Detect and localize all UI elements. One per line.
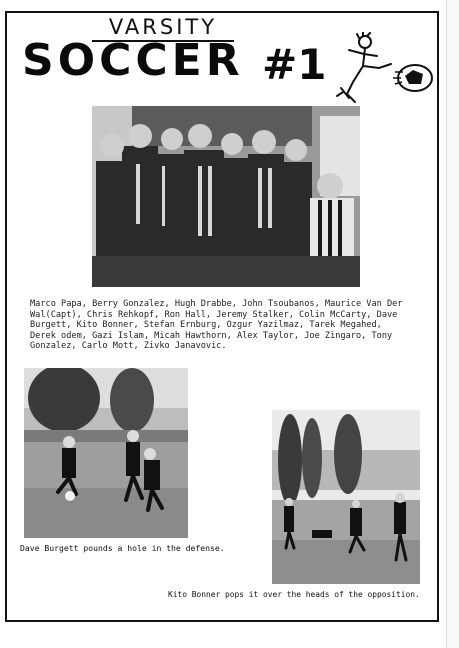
soccer-player-doodle-icon	[333, 32, 437, 104]
varsity-heading: VARSITY	[92, 14, 234, 42]
caption-bonner: Kito Bonner pops it over the heads of the opposition.	[168, 590, 420, 599]
team-photo	[92, 106, 360, 287]
team-number: #1	[262, 40, 327, 89]
soccer-title: SOCCER	[22, 35, 244, 86]
caption-burgett: Dave Burgett pounds a hole in the defense.	[20, 543, 225, 553]
roster-text: Marco Papa, Berry Gonzalez, Hugh Drabbe, John Tsoubanos, Maurice Van Der Wal(Capt), Chris Rehkopf, Ron Hall, Jeremy Stalker, Colin McCarty, Dave Burgett, Kito Bonner, Stefan Ernburg, Ozgur Yazilmaz, Tarek Megahed, Derek odem, Gazi Islam, Micah Hawthorn, Alex Taylor, Joe Zingaro, Tony Gonzalez, Carlo Mott, Zivko Janavovic.	[30, 299, 403, 352]
action-photo-bonner	[272, 410, 420, 584]
action-photo-burgett	[24, 368, 188, 538]
page-edge	[446, 0, 459, 648]
